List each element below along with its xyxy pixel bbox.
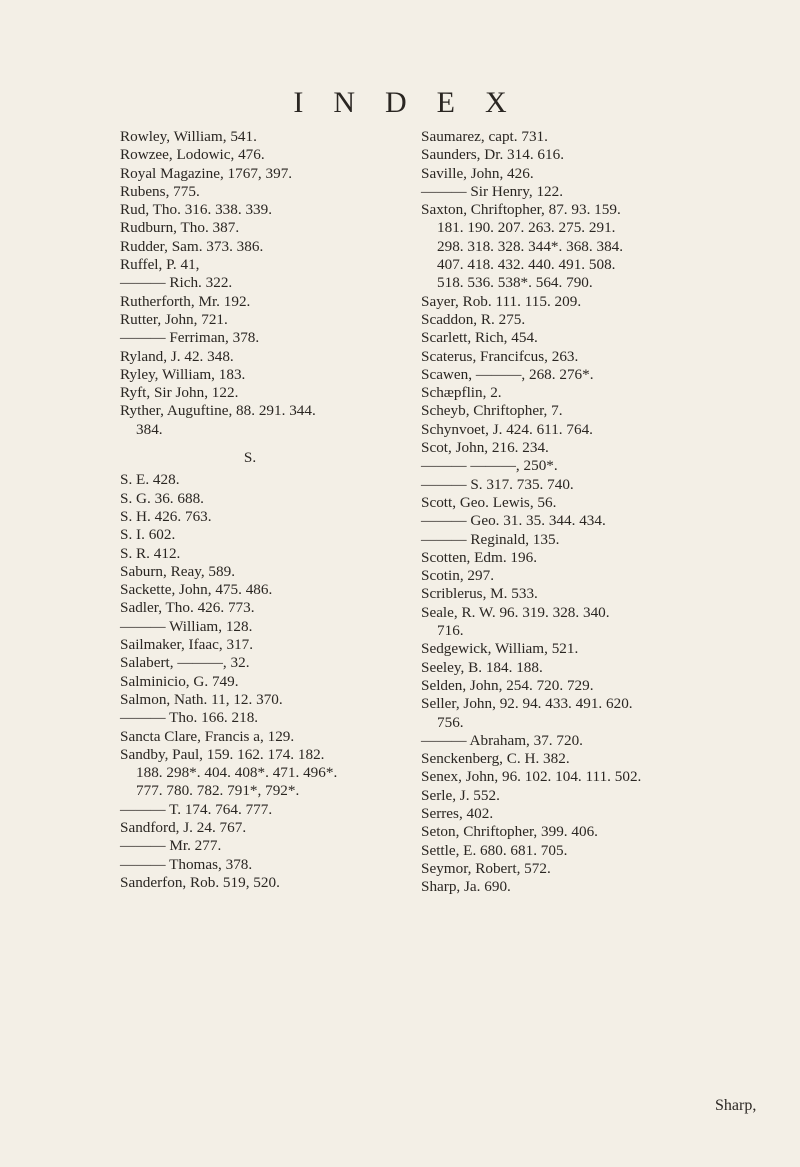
index-entry: Ryther, Auguftine, 88. 291. 344. bbox=[120, 402, 316, 420]
index-entry: ——— ———, 250*. bbox=[421, 457, 558, 475]
index-entry: ——— William, 128. bbox=[120, 617, 253, 635]
index-column-right bbox=[421, 128, 761, 896]
index-entry: Rutter, John, 721. bbox=[120, 310, 228, 328]
index-entry: Schæpflin, 2. bbox=[421, 384, 502, 402]
index-entry: Saville, John, 426. bbox=[421, 164, 534, 182]
catchword: Sharp, bbox=[715, 1097, 757, 1114]
index-entry: Ryft, Sir John, 122. bbox=[120, 384, 239, 402]
index-entry: ——— Abraham, 37. 720. bbox=[421, 731, 583, 749]
index-entry: Sadler, Tho. 426. 773. bbox=[120, 599, 255, 617]
index-entry: Scriblerus, M. 533. bbox=[421, 585, 538, 603]
index-entry: S. E. 428. bbox=[120, 471, 180, 489]
index-entry: ——— Mr. 277. bbox=[120, 837, 222, 855]
index-entry: Scott, Geo. Lewis, 56. bbox=[421, 493, 557, 511]
index-entry: Selden, John, 254. 720. 729. bbox=[421, 676, 594, 694]
index-entry: Rowzee, Lodowic, 476. bbox=[120, 146, 265, 164]
index-entry: Sayer, Rob. 111. 115. 209. bbox=[421, 292, 582, 310]
index-entry: Scarlett, Rich, 454. bbox=[421, 329, 538, 347]
index-entry: Senckenberg, C. H. 382. bbox=[421, 750, 570, 768]
index-entry: Scot, John, 216. 234. bbox=[421, 439, 549, 457]
index-entry: Seeley, B. 184. 188. bbox=[421, 658, 543, 676]
index-entry: Royal Magazine, 1767, 397. bbox=[120, 164, 293, 182]
index-entry: ——— T. 174. 764. 777. bbox=[120, 800, 273, 818]
index-entry: ——— Tho. 166. 218. bbox=[120, 709, 259, 727]
index-entry: Scaterus, Francifcus, 263. bbox=[421, 347, 579, 365]
index-entry: Salmon, Nath. 11, 12. 370. bbox=[120, 690, 283, 708]
index-entry: Sedgewick, William, 521. bbox=[421, 640, 579, 658]
index-entry: S. G. 36. 688. bbox=[120, 489, 204, 507]
index-entry: S. R. 412. bbox=[120, 544, 181, 562]
index-entry: Schynvoet, J. 424. 611. 764. bbox=[421, 420, 593, 438]
index-entry: Seymor, Robert, 572. bbox=[421, 859, 551, 877]
index-entry: ——— Sir Henry, 122. bbox=[421, 182, 564, 200]
index-entry: 756. bbox=[437, 713, 464, 731]
index-entry: Scotin, 297. bbox=[421, 567, 494, 585]
index-entry: Rubens, 775. bbox=[120, 182, 200, 200]
index-entry: Scaddon, R. 275. bbox=[421, 310, 526, 328]
index-entry: ——— Rich. 322. bbox=[120, 274, 233, 292]
index-entry: 716. bbox=[437, 622, 464, 640]
index-entry: Sancta Clare, Francis a, 129. bbox=[120, 727, 295, 745]
index-entry: Rowley, William, 541. bbox=[120, 128, 257, 145]
index-entry: Rud, Tho. 316. 338. 339. bbox=[120, 201, 273, 219]
index-entry: Sandby, Paul, 159. 162. 174. 182. bbox=[120, 745, 325, 763]
index-entry: Scheyb, Chriftopher, 7. bbox=[421, 402, 563, 420]
index-entry: Seton, Chriftopher, 399. 406. bbox=[421, 823, 598, 841]
index-entry: Saxton, Chriftopher, 87. 93. 159. bbox=[421, 201, 621, 219]
index-entries-s bbox=[120, 471, 460, 892]
index-entries-r bbox=[120, 128, 460, 439]
index-entry: 181. 190. 207. 263. 275. 291. bbox=[437, 219, 616, 237]
index-entry: Scotten, Edm. 196. bbox=[421, 548, 538, 566]
index-entry: 298. 318. 328. 344*. 368. 384. bbox=[437, 237, 624, 255]
index-entry: Serres, 402. bbox=[421, 804, 494, 822]
index-entry: S. H. 426. 763. bbox=[120, 507, 212, 525]
index-entry: Saumarez, capt. 731. bbox=[421, 128, 548, 145]
index-entry: ——— Reginald, 135. bbox=[421, 530, 560, 548]
index-entry: ——— Ferriman, 378. bbox=[120, 329, 260, 347]
index-entry: Settle, E. 680. 681. 705. bbox=[421, 841, 568, 859]
index-entry: 518. 536. 538*. 564. 790. bbox=[437, 274, 593, 292]
index-entry: ——— Geo. 31. 35. 344. 434. bbox=[421, 512, 606, 530]
index-entry: Rudburn, Tho. 387. bbox=[120, 219, 240, 237]
index-column-left bbox=[120, 128, 460, 892]
index-entry: ——— S. 317. 735. 740. bbox=[421, 475, 574, 493]
index-entry: Seller, John, 92. 94. 433. 491. 620. bbox=[421, 695, 633, 713]
index-entry: 407. 418. 432. 440. 491. 508. bbox=[437, 256, 616, 274]
index-entry: 188. 298*. 404. 408*. 471. 496*. bbox=[136, 764, 338, 782]
index-entry: Senex, John, 96. 102. 104. 111. 502. bbox=[421, 768, 642, 786]
index-entry: Salabert, ———, 32. bbox=[120, 654, 250, 672]
index-entry: Saburn, Reay, 589. bbox=[120, 562, 236, 580]
section-letter: S. bbox=[243, 449, 257, 467]
index-entry: 384. bbox=[136, 420, 163, 438]
index-entry: Sailmaker, Ifaac, 317. bbox=[120, 636, 254, 654]
index-entry: Sanderfon, Rob. 519, 520. bbox=[120, 873, 280, 891]
index-entry: Seale, R. W. 96. 319. 328. 340. bbox=[421, 603, 610, 621]
index-entry: S. I. 602. bbox=[120, 526, 176, 544]
index-entries-right bbox=[421, 128, 761, 896]
index-entry: Rudder, Sam. 373. 386. bbox=[120, 237, 264, 255]
index-entry: ——— Thomas, 378. bbox=[120, 855, 253, 873]
index-entry: Salminicio, G. 749. bbox=[120, 672, 239, 690]
index-entry: Ryley, William, 183. bbox=[120, 365, 246, 383]
index-entry: Rutherforth, Mr. 192. bbox=[120, 292, 251, 310]
index-entry: Serle, J. 552. bbox=[421, 786, 500, 804]
index-entry: 777. 780. 782. 791*, 792*. bbox=[136, 782, 300, 800]
index-entry: Scawen, ———, 268. 276*. bbox=[421, 365, 594, 383]
page-heading: INDEX bbox=[293, 86, 537, 119]
index-entry: Sandford, J. 24. 767. bbox=[120, 818, 247, 836]
index-entry: Sharp, Ja. 690. bbox=[421, 878, 511, 896]
index-entry: Ruffel, P. 41, bbox=[120, 256, 200, 274]
index-entry: Saunders, Dr. 314. 616. bbox=[421, 146, 565, 164]
index-entry: Sackette, John, 475. 486. bbox=[120, 581, 273, 599]
index-entry: Ryland, J. 42. 348. bbox=[120, 347, 234, 365]
